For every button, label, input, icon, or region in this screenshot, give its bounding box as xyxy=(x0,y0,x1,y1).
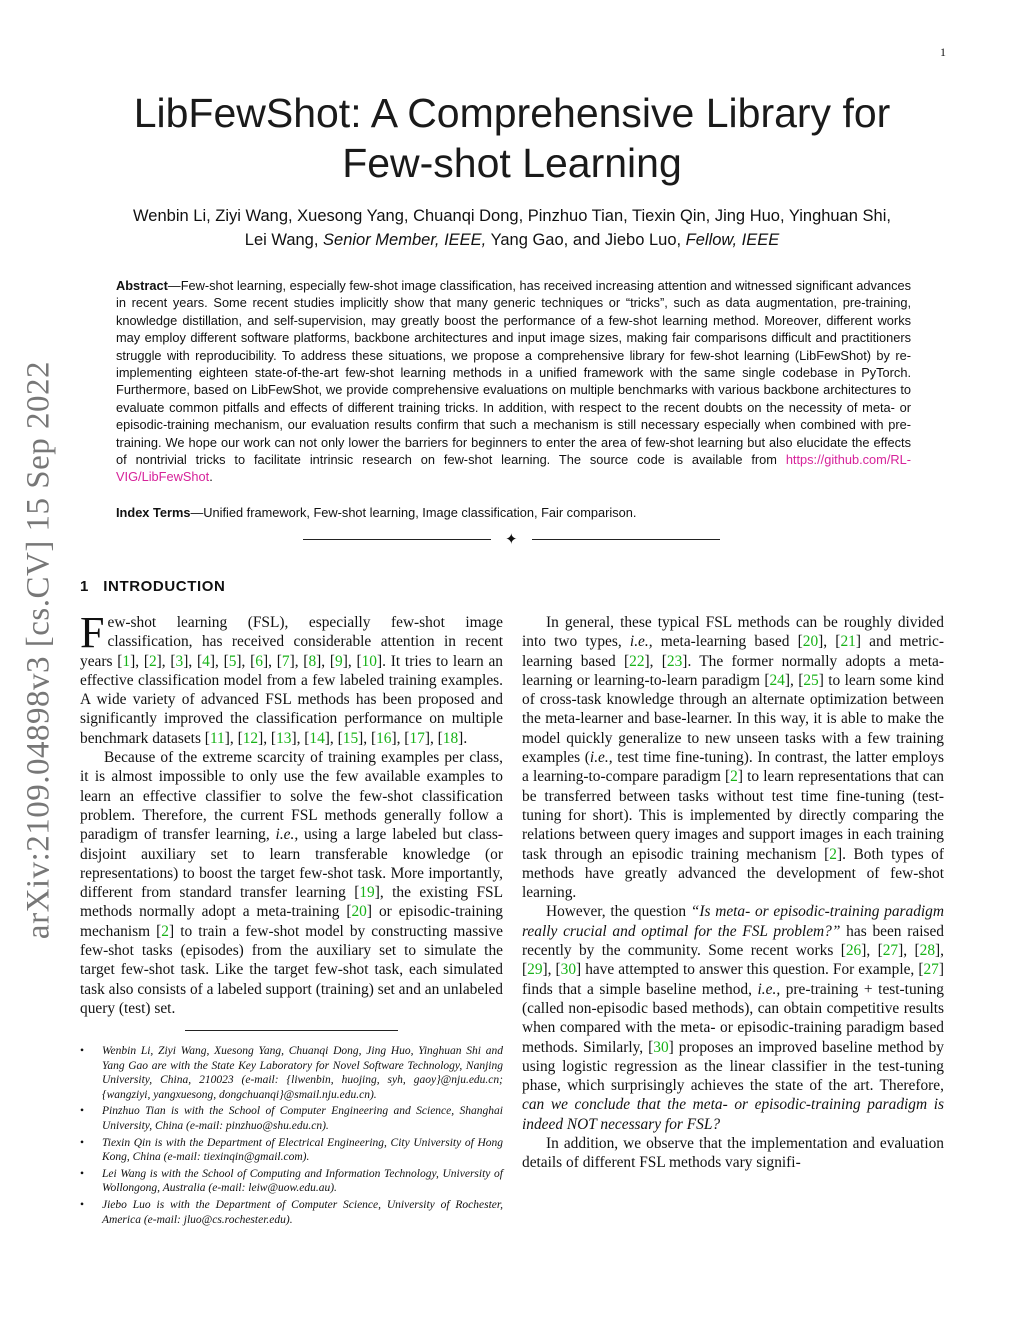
citation[interactable]: 18 xyxy=(442,729,459,747)
index-terms-text: —Unified framework, Few-shot learning, Image classification, Fair comparison. xyxy=(190,505,637,520)
author-role-a: Senior Member, IEEE, xyxy=(323,231,487,249)
citation[interactable]: 20 xyxy=(351,903,367,921)
citation[interactable]: 14 xyxy=(309,729,325,747)
author-line-1: Wenbin Li, Ziyi Wang, Xuesong Yang, Chuanqi Dong, Pinzhuo Tian, Tiexin Qin, Jing Huo, Yinghuan Shi, xyxy=(133,207,891,225)
divider-right xyxy=(532,539,720,540)
intro-paragraph-5: In addition, we observe that the implementation and evaluation details of different FSL methods vary signifi- xyxy=(522,1135,944,1172)
citation[interactable]: 30 xyxy=(653,1038,669,1056)
right-column xyxy=(522,613,944,1173)
abstract-label: Abstract xyxy=(116,278,168,293)
citation[interactable]: 4 xyxy=(202,652,210,670)
citation[interactable]: 5 xyxy=(228,652,237,670)
author-names-b: Yang Gao, and Jiebo Luo, xyxy=(486,231,686,249)
citation[interactable]: 9 xyxy=(335,652,343,670)
index-terms-label: Index Terms xyxy=(116,505,191,520)
abstract xyxy=(116,277,911,486)
footnote-item: • Wenbin Li, Ziyi Wang, Xuesong Yang, Chuanqi Dong, Jing Huo, Yinghuan Shi and Yang Gao are with the State Key Laboratory for Novel Software Technology, Nanjing University, China, 210023 (e-mail: {liwenbin, huojing, syh, gaoy}@nju.edu.cn; {wangziyi, yangxuesong, dongchuanqi}@smail.nju.edu.cn). xyxy=(80,1044,503,1102)
abstract-text: —Few-shot learning, especially few-shot image classification, has received increasing attention and witnessed significant advances in recent years. Some recent studies implicitly show that many generic techniques or “tricks”, such as data augmentation, pre-training, knowledge distillation, and self-supervision, may greatly boost the performance of a few-shot learning method. Moreover, different works may employ different software platforms, backbone architectures and input image sizes, making fair comparisons difficult and practitioners struggle with reproducibility. To address these situations, we propose a comprehensive library for few-shot learning (LibFewShot) by re-implementing eighteen state-of-the-art few-shot learning methods in a unified framework with the same single codebase in PyTorch. Furthermore, based on LibFewShot, we provide comprehensive evaluations on multiple benchmarks with various backbone architectures to evaluate common pitfalls and effects of different training tricks. In addition, with respect to the recent doubts on the necessity of meta- or episodic-training mechanism, our evaluation results confirm that such a mechanism is still necessary especially when combined with pre-training. We hope our work can not only lower the barriers for beginners to enter the area of few-shot learning but also elucidate the effects of nontrivial tricks to facilitate intrinsic research on few-shot learning. The source code is available from xyxy=(116,278,911,468)
author-role-b: Fellow, IEEE xyxy=(685,231,780,249)
citation[interactable]: 22 xyxy=(629,652,645,670)
arxiv-side-stamp xyxy=(14,350,64,950)
citation[interactable]: 30 xyxy=(560,961,577,979)
paper-title: LibFewShot: A Comprehensive Library for Few-shot Learning xyxy=(133,90,891,186)
divider-ornament: ✦ xyxy=(505,532,518,548)
author-list xyxy=(80,204,944,252)
citation[interactable]: 3 xyxy=(175,652,184,670)
section-number: 1 xyxy=(80,578,89,595)
footnote-item: • Lei Wang is with the School of Computing and Information Technology, University of Wollongong, Australia (e-mail: leiw@uow.edu.au). xyxy=(80,1167,503,1196)
footnote-item: • Tiexin Qin is with the Department of Electrical Engineering, City University of Hong Kong, China (e-mail: tiexinqin@gmail.com). xyxy=(80,1136,503,1165)
left-column xyxy=(80,608,504,1025)
citation[interactable]: 21 xyxy=(840,633,856,651)
citation[interactable]: 2 xyxy=(161,922,169,940)
citation[interactable]: 24 xyxy=(769,671,785,689)
section-heading xyxy=(80,578,225,595)
citation[interactable]: 26 xyxy=(845,942,862,960)
citation[interactable]: 27 xyxy=(882,942,899,960)
citation[interactable]: 27 xyxy=(923,961,939,979)
citation[interactable]: 20 xyxy=(802,633,819,651)
citation[interactable]: 8 xyxy=(308,652,317,670)
author-line-2 xyxy=(80,228,944,252)
citation[interactable]: 7 xyxy=(281,652,290,670)
author-names-a: Lei Wang, xyxy=(244,231,324,249)
intro-paragraph-4: However, the question “Is meta- or episodic-training paradigm really crucial and optimal for the FSL problem?” has been raised recently by the community. Some recent works [26], [27], [28], [29], [30] have attempted to answer this question. For example, [27] finds that a simple baseline method, i.e., pre-training + test-tuning (called non-episodic based methods), can obtain competitive results when compared with the meta- or episodic-training paradigm based methods. Similarly, [30] proposes an improved baseline method by using logistic regression as the linear classifier in the test-tuning phase, which surprisingly achieves the state of the art. Therefore, can we conclude that the meta- or episodic-training paradigm is indeed NOT necessary for FSL? xyxy=(522,903,944,1133)
citation[interactable]: 13 xyxy=(276,729,292,747)
intro-paragraph-2: Because of the extreme scarcity of training examples per class, it is almost impossible to only use the few available examples to learn an effective classifier to solve the few-shot classification problem. Therefore, the current FSL methods generally follow a paradigm of transfer learning, i.e., using a large labeled but class-disjoint auxiliary set to learn transferable knowledge (or representations) to boost the target few-shot task. More importantly, different from standard transfer learning [19], the existing FSL methods normally adopt a meta-training [20] or episodic-training mechanism [2] to train a few-shot model by constructing massive few-shot tasks (episodes) from the auxiliary set to simulate the target few-shot task. Like the target few-shot task, each simulated task also consists of a labeled support (training) set and an unlabeled query (test) set. xyxy=(80,749,504,1017)
citation[interactable]: 28 xyxy=(919,942,936,960)
footnote-rule xyxy=(185,1030,398,1031)
page-number: 1 xyxy=(940,45,946,59)
citation[interactable]: 25 xyxy=(803,671,819,689)
divider-left xyxy=(303,539,491,540)
intro-paragraph-1: Few-shot learning (FSL), especially few-shot image classification, has received considerable attention in recent years [1], [2], [3], [4], [5], [6], [7], [8], [9], [10]. It tries to learn an effective classification model from a few labeled training examples. A wide variety of advanced FSL methods has been proposed and significantly improved the classification performance on multiple benchmark datasets [11], [12], [13], [14], [15], [16], [17], [18]. xyxy=(80,608,503,747)
intro-paragraph-3: In general, these typical FSL methods can be roughly divided into two types, i.e., meta-learning based [20], [21] and metric-learning based [22], [23]. The former normally adopts a meta-learning or learning-to-learn paradigm [24], [25] to learn some kind of cross-task knowledge through an alternate optimization between the meta-learner and base-learner. In this way, it is able to make the model quickly generalize to new unseen tasks with a few training examples (i.e., test time fine-tuning). In contrast, the latter employs a learning-to-compare paradigm [2] to learn representations that can be transferred between tasks without test time fine-tuning (test-tuning for short). This is implemented by directly comparing the relations between query images and support images in each training task through an episodic training mechanism [2]. Both types of methods have greatly advanced the development of few-shot learning. xyxy=(522,614,945,902)
citation[interactable]: 2 xyxy=(730,768,738,786)
conclusion-question: can we conclude that the meta- or episodic-training paradigm is indeed NOT necessary for FSL? xyxy=(522,1096,944,1133)
citation[interactable]: 19 xyxy=(359,884,375,902)
research-question: “Is meta- or episodic-training paradigm really crucial and optimal for the FSL problem?” xyxy=(522,903,944,940)
citation[interactable]: 17 xyxy=(409,729,425,747)
citation[interactable]: 23 xyxy=(666,652,683,670)
affiliation-footnotes xyxy=(80,1044,503,1229)
section-title: INTRODUCTION xyxy=(103,578,226,595)
citation[interactable]: 29 xyxy=(527,961,543,979)
citation[interactable]: 15 xyxy=(342,729,359,747)
github-link[interactable]: https://github.com/RL-VIG/LibFewShot xyxy=(116,452,911,485)
citation[interactable]: 16 xyxy=(376,729,392,747)
citation[interactable]: 6 xyxy=(255,652,263,670)
arxiv-identifier: arXiv:2109.04898v3 [cs.CV] 15 Sep 2022 xyxy=(20,360,57,940)
citation[interactable]: 12 xyxy=(242,729,259,747)
citation[interactable]: 2 xyxy=(148,652,157,670)
citation[interactable]: 10 xyxy=(361,652,377,670)
footnote-item: • Pinzhuo Tian is with the School of Computer Engineering and Science, Shanghai University, China (e-mail: pinzhuo@shu.edu.cn). xyxy=(80,1104,503,1133)
citation[interactable]: 1 xyxy=(122,652,131,670)
citation[interactable]: 11 xyxy=(209,729,225,747)
citation[interactable]: 2 xyxy=(829,845,837,863)
abstract-end: . xyxy=(209,469,213,485)
drop-cap: F xyxy=(80,608,105,657)
footnote-item: • Jiebo Luo is with the Department of Computer Science, University of Rochester, America (e-mail: jluo@cs.rochester.edu). xyxy=(80,1198,503,1227)
index-terms xyxy=(116,504,911,521)
